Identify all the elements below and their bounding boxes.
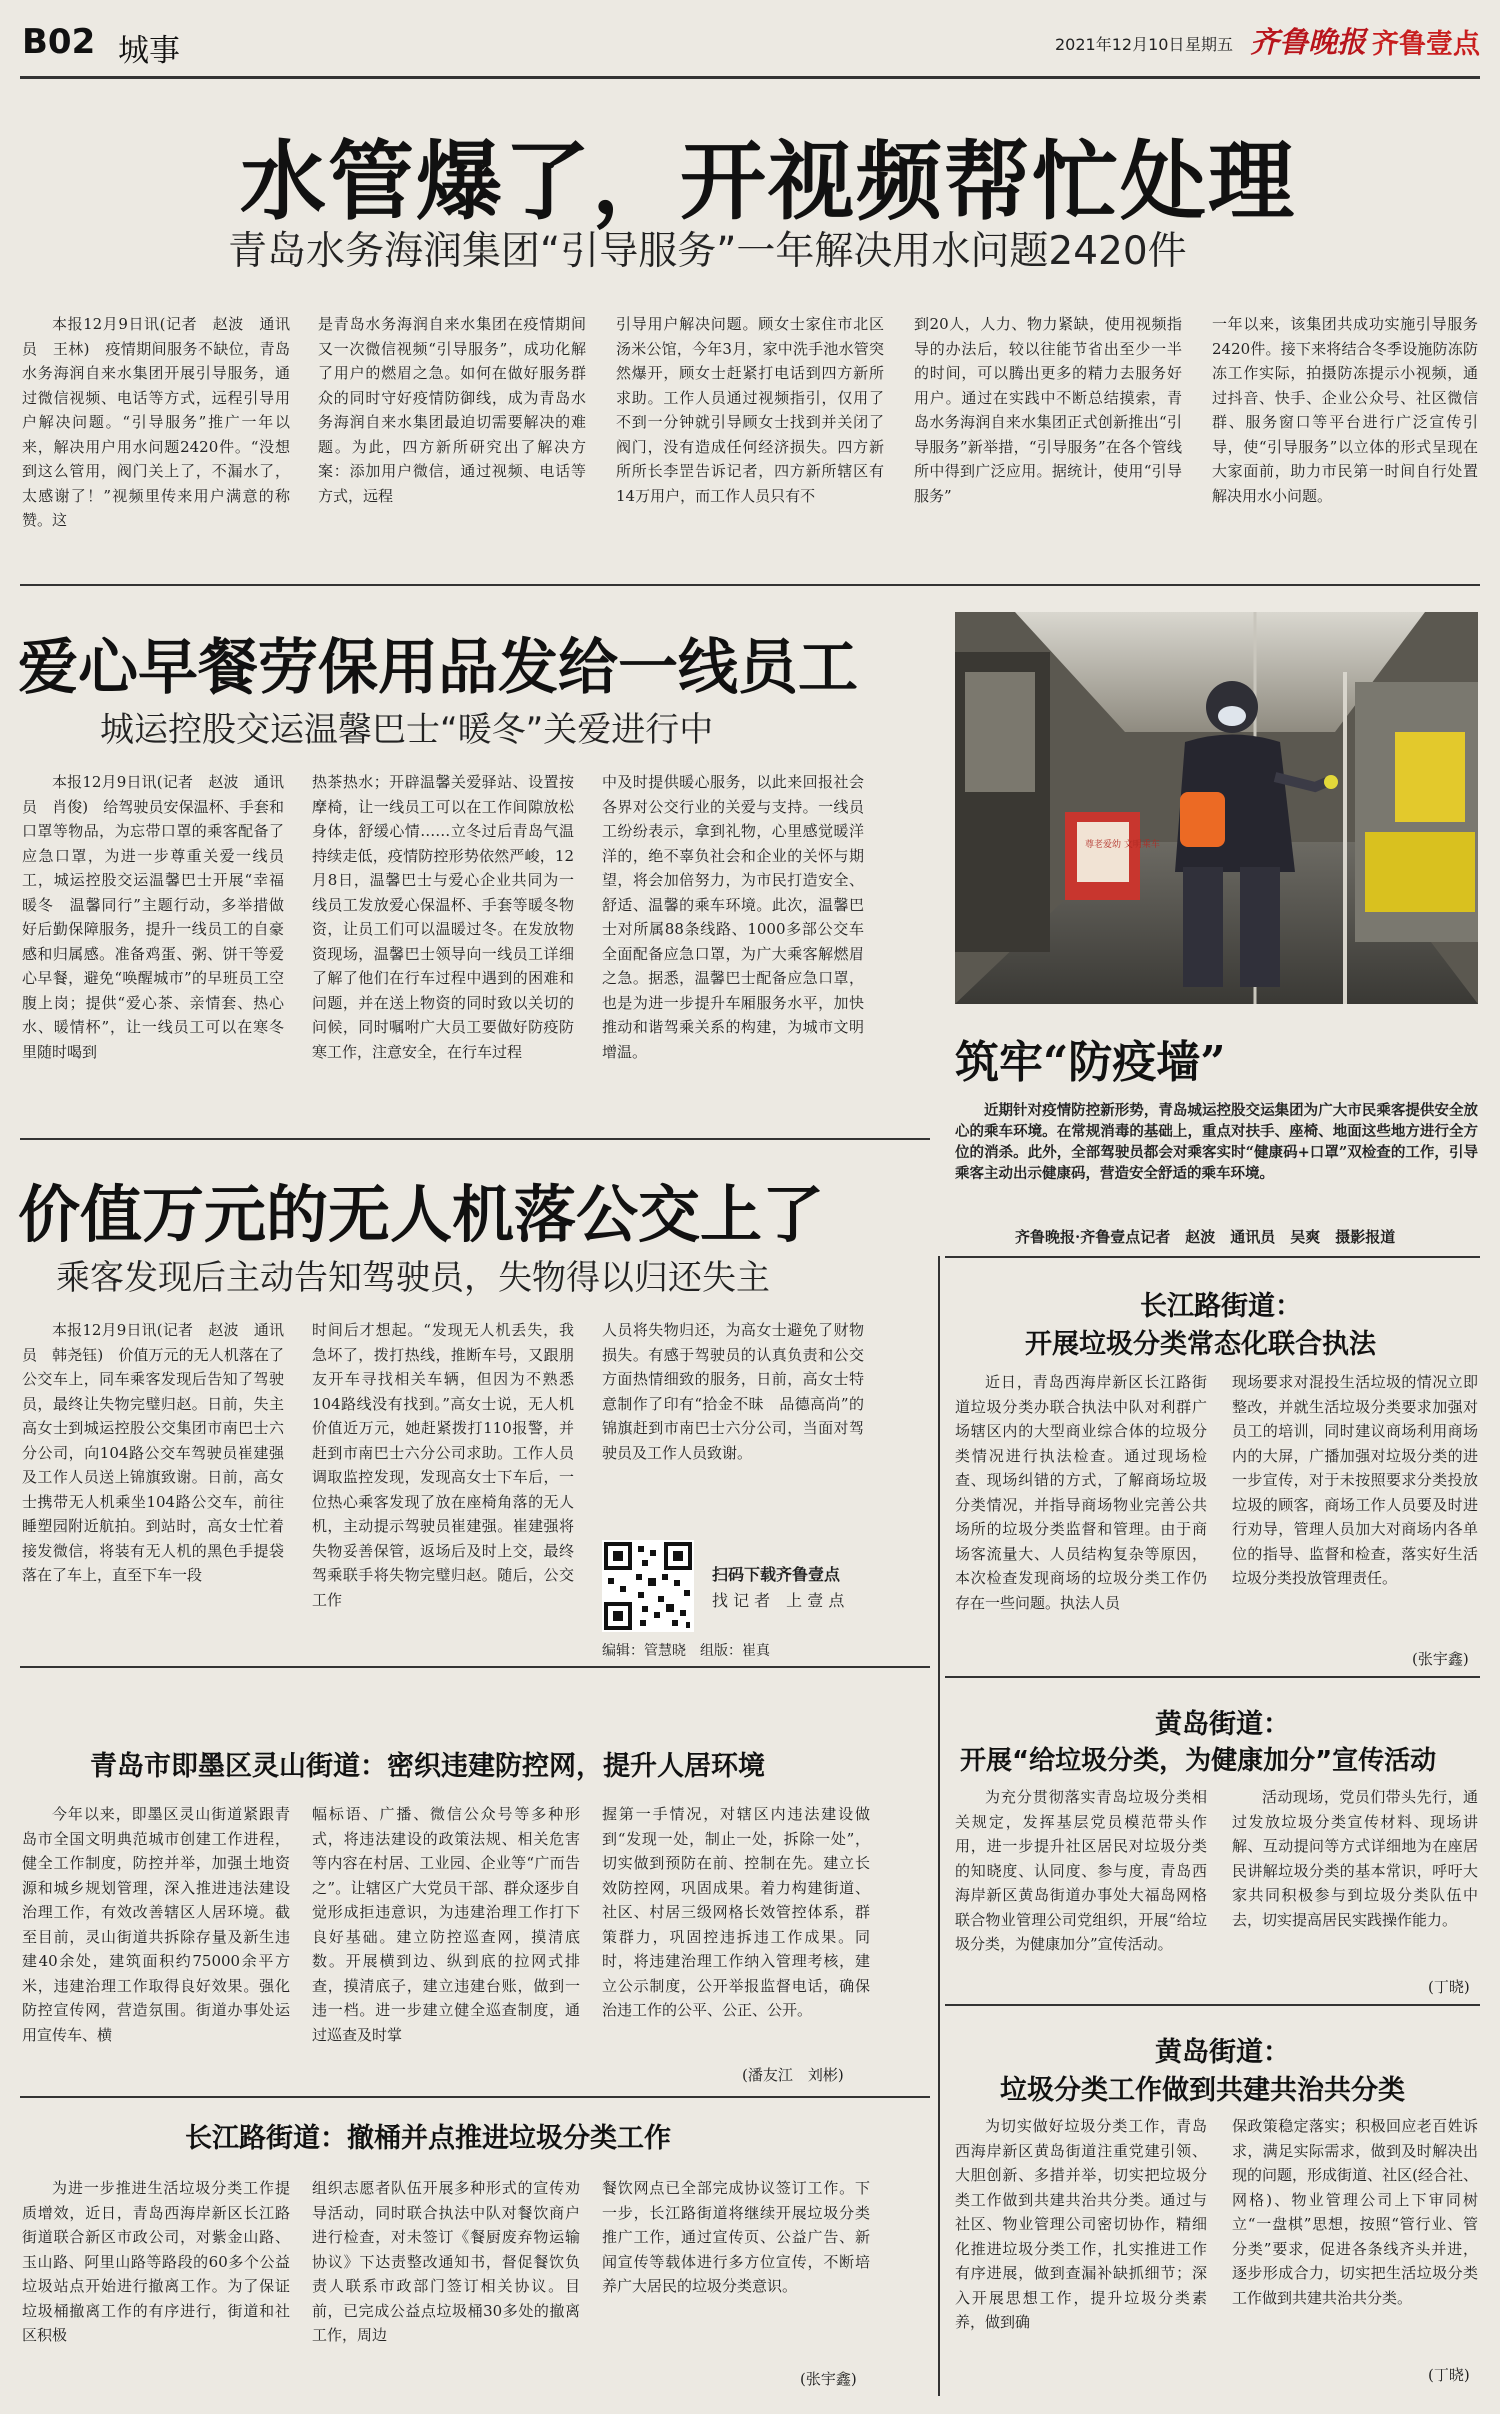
article4-col1: 今年以来，即墨区灵山街道紧跟青岛市全国文明典范城市创建工作进程，健全工作制度，防控并举，加强土地资源和城乡规划管理，深入推进违法建设治理工作，有效改善辖区人居环境。截至目前，灵山街道共拆除存量及新生违建40余处，建筑面积约75000余平方米，违建治理工作取得良好效果。强化防控宣传网，营造氛围。街道办事处运用宣传车、横 — [22, 1805, 290, 2044]
editor-credit: 编辑：管慧晓 组版：崔真 — [602, 1643, 770, 1659]
side2-title-1: 黄岛街道： — [1155, 1709, 1290, 1740]
side3-author: (丁晓) — [1428, 2366, 1470, 2384]
article2-col3: 中及时提供暖心服务，以此来回报社会各界对公交行业的关爱与支持。一线员工纷纷表示，拿到礼物，心里感觉暖洋洋的，绝不辜负社会和企业的关怀与期望，将会加倍努力，为市民打造安全、舒适、温馨的乘车环境。此次，温馨巴士对所属88条线路、1000多部公交车全面配备应急口罩，为广大乘客解燃眉之急。据悉，温馨巴士配备应急口罩，也是为进一步提升车厢服务水平，加快推动和谐驾乘关系的构建，为城市文明增温。 — [602, 773, 864, 1061]
article5-col1: 为进一步推进生活垃圾分类工作提质增效，近日，青岛西海岸新区长江路街道联合新区市政公司，对紫金山路、玉山路、阿里山路等路段的60多个公益垃圾站点开始进行撤离工作。为了保证垃圾桶撤离工作的有序进行，街道和社区积极 — [22, 2179, 290, 2344]
page-code: B02 — [22, 22, 96, 62]
app-logo: 齐鲁壹点 — [1372, 29, 1480, 60]
article1-title: 水管爆了，开视频帮忙处理 — [240, 131, 1296, 232]
article1-col4: 到20人，人力、物力紧缺，使用视频指导的办法后，较以往能节省出至少一半的时间，可以腾出更多的精力去服务好用户。通过在实践中不断总结摸索，青岛水务海润自来水集团正式创新推出“引导服务”新举措，“引导服务”在各个管线所中得到广泛应用。据统计，使用“引导服务” — [914, 315, 1182, 505]
divider-a3 — [20, 1666, 930, 1668]
divider-right-top — [945, 1256, 1480, 1258]
article1-subtitle: 青岛水务海润集团“引导服务”一年解决用水问题2420件 — [228, 229, 1187, 274]
side3-title-2: 垃圾分类工作做到共建共治共分类 — [1000, 2075, 1405, 2106]
qr-code-icon — [602, 1540, 694, 1632]
side2-col1: 为充分贯彻落实青岛垃圾分类相关规定，发挥基层党员模范带头作用，进一步提升社区居民对垃圾分类的知晓度、认同度、参与度，青岛西海岸新区黄岛街道办事处大福岛网格联合物业管理公司党组织，开展“给垃圾分类，为健康加分”宣传活动。 — [955, 1788, 1207, 1953]
article1-col1: 本报12月9日讯(记者 赵波 通讯员 王林) 疫情期间服务不缺位，青岛水务海润自来水集团开展引导服务，通过微信视频、电话等方式，远程引导用户解决问题。“引导服务”推广一年以来，解决用户用水问题2420件。“没想到这么管用，阀门关上了，不漏水了，太感谢了！”视频里传来用户满意的称赞。这 — [22, 315, 290, 529]
bus-interior-illustration — [955, 612, 1478, 1004]
side1-col1: 近日，青岛西海岸新区长江路街道垃圾分类办联合执法中队对利群广场辖区内的大型商业综合体的垃圾分类情况进行执法检查。通过现场检查、现场纠错的方式，了解商场垃圾分类情况，并指导商场物业完善公共场所的垃圾分类监督和管理。由于商场客流量大、人员结构复杂等原因，本次检查发现商场的垃圾分类工作仍存在一些问题。执法人员 — [955, 1373, 1207, 1612]
side1-title-2: 开展垃圾分类常态化联合执法 — [1025, 1329, 1376, 1360]
article3-subtitle: 乘客发现后主动告知驾驶员，失物得以归还失主 — [56, 1258, 770, 1298]
bus-disinfection-photo — [955, 612, 1478, 1004]
side1-author: (张宇鑫) — [1412, 1650, 1469, 1668]
article3-col3: 人员将失物归还，为高女士避免了财物损失。有感于驾驶员的认真负责和公交方面热情细致的服务，日前，高女士特意制作了印有“拾金不昧 品德高尚”的锦旗赶到市南巴士六分公司，当面对驾驶员及工作人员致谢。 — [602, 1321, 864, 1462]
article4-col3: 握第一手情况，对辖区内违法建设做到“发现一处，制止一处，拆除一处”，切实做到预防在前、控制在先。建立长效防控网，巩固成果。着力构建街道、社区、村居三级网格长效管控体系，群策群力，巩固控违拆违工作成果。同时，将违建治理工作纳入管理考核，建立公示制度，公开举报监督电话，确保治违工作的公平、公正、公开。 — [602, 1805, 870, 2019]
qr-line1: 扫码下载齐鲁壹点 — [712, 1565, 841, 1584]
article2-col1: 本报12月9日讯(记者 赵波 通讯员 肖俊) 给驾驶员安保温杯、手套和口罩等物品，为忘带口罩的乘客配备了应急口罩，为进一步尊重关爱一线员工，城运控股交运温馨巴士开展“幸福暖冬 温馨同行”主题行动，多举措做好后勤保障服务，提升一线员工的自豪感和归属感。准备鸡蛋、粥、饼干等爱心早餐，避免“唤醒城市”的早班员工空腹上岗；提供“爱心茶、亲情套、热心水、暖情杯”，让一线员工可以在寒冬里随时喝到 — [22, 773, 284, 1061]
divider-s2 — [945, 2004, 1480, 2006]
vertical-divider — [938, 1256, 940, 2396]
section-name: 城事 — [118, 33, 180, 69]
article1-col3: 引导用户解决问题。顾女士家住市北区汤米公馆，今年3月，家中洗手池水管突然爆开，顾女士赶紧打电话到四方新所求助。工作人员通过视频指引，仅用了不到一分钟就引导顾女士找到并关闭了阀门，没有造成任何经济损失。四方新所所长李罡告诉记者，四方新所辖区有14万用户，而工作人员只有不 — [616, 315, 884, 505]
issue-weekday: 星期五 — [1185, 35, 1234, 54]
photo-credit: 齐鲁晚报·齐鲁壹点记者 赵波 通讯员 吴爽 摄影报道 — [1015, 1228, 1396, 1246]
side2-author: (丁晓) — [1428, 1978, 1470, 1996]
article2-title: 爱心早餐劳保用品发给一线员工 — [18, 633, 858, 703]
divider-a4 — [20, 2096, 930, 2098]
article3-col1: 本报12月9日讯(记者 赵波 通讯员 韩尧钰) 价值万元的无人机落在了公交车上，同车乘客发现后告知了驾驶员，最终让失物完璧归赵。日前，失主高女士到城运控股公交集团市南巴士六分公司，向104路公交车驾驶员崔建强及工作人员送上锦旗致谢。日前，高女士携带无人机乘坐104路公交车，前往睡塑园附近航拍。到站时，高女士忙着接发微信，将装有无人机的黑色手提袋落在了车上，直至下车一段 — [22, 1321, 284, 1584]
side3-title-1: 黄岛街道： — [1155, 2037, 1290, 2068]
divider-a1 — [20, 584, 1480, 586]
article3-col2: 时间后才想起。“发现无人机丢失，我急坏了，拨打热线，推断车号，又跟朋友开车寻找相关车辆，但因为不熟悉104路线没有找到。”高女士说，无人机价值近万元，她赶紧拨打110报警，并赶到市南巴士六分公司求助。工作人员调取监控发现，发现高女士下车后，一位热心乘客发现了放在座椅角落的无人机，主动提示驾驶员崔建强。崔建强将失物妥善保管，返场后及时上交，最终驾乘联手将失物完璧归赵。随后，公交工作 — [312, 1321, 574, 1609]
newspaper-logo: 齐鲁晚报 — [1250, 25, 1367, 59]
side2-title-2: 开展“给垃圾分类，为健康加分”宣传活动 — [960, 1746, 1437, 1776]
issue-date: 2021年12月10日 — [1055, 35, 1185, 54]
side2-col2: 活动现场，党员们带头先行，通过发放垃圾分类宣传材料、现场讲解、互动提问等方式详细地为在座居民讲解垃圾分类的基本常识，呼吁大家共同积极参与到垃圾分类队伍中去，切实提高居民实践操作能力。 — [1232, 1788, 1478, 1929]
article3-title: 价值万元的无人机落公交上了 — [18, 1178, 825, 1251]
article5-author: (张宇鑫) — [800, 2370, 857, 2388]
article4-title: 青岛市即墨区灵山街道：密织违建防控网，提升人居环境 — [90, 1751, 765, 1782]
article5-title: 长江路街道：撤桶并点推进垃圾分类工作 — [185, 2123, 671, 2154]
article1-col5: 一年以来，该集团共成功实施引导服务2420件。接下来将结合冬季设施防冻防冻工作实际，拍摄防冻提示小视频，通过抖音、快手、企业公众号、社区微信群、服务窗口等平台进行广泛宣传引导，使“引导服务”以立体的形式呈现在大家面前，助力市民第一时间自行处置解决用水小问题。 — [1212, 315, 1478, 505]
article4-author: (潘友江 刘彬) — [742, 2066, 844, 2084]
qr-line2: 找 记 者 上 壹 点 — [712, 1591, 845, 1610]
divider-s1 — [945, 1676, 1480, 1678]
side3-col2: 保政策稳定落实；积极回应老百姓诉求，满足实际需求，做到及时解决出现的问题，形成街道、社区(经合社、网格)、物业管理公司上下审同树立“一盘棋”思想，按照“管行业、管分类”要求，促进各条线齐头并进，逐步形成合力，切实把生活垃圾分类工作做到共建共治共分类。 — [1232, 2117, 1478, 2307]
divider-a2 — [20, 1138, 930, 1140]
photo-caption: 近期针对疫情防控新形势，青岛城运控股交运集团为广大市民乘客提供安全放心的乘车环境。在常规消毒的基础上，重点对扶手、座椅、地面这些地方进行全方位的消杀。此外，全部驾驶员都会对乘客实时“健康码+口罩”双检查的工作，引导乘客主动出示健康码，营造安全舒适的乘车环境。 — [955, 1102, 1478, 1182]
photo-title: 筑牢“防疫墙” — [955, 1037, 1226, 1088]
article5-col2: 组织志愿者队伍开展多种形式的宣传劝导活动，同时联合执法中队对餐饮商户进行检查，对未签订《餐厨废弃物运输协议》下达责整改通知书，督促餐饮负责人联系市政部门签订相关协议。目前，已完成公益点垃圾桶30多处的撤离工作，周边 — [312, 2179, 580, 2344]
article1-col2: 是青岛水务海润自来水集团在疫情期间又一次微信视频“引导服务”，成功化解了用户的燃眉之急。如何在做好服务群众的同时守好疫情防御线，成为青岛水务海润自来水集团最迫切需要解决的难题。为此，四方新所研究出了解决方案：添加用户微信，通过视频、电话等方式，远程 — [318, 315, 586, 505]
masthead-rule — [20, 76, 1480, 79]
side3-col1: 为切实做好垃圾分类工作，青岛西海岸新区黄岛街道注重党建引领、大胆创新、多措并举，切实把垃圾分类工作做到共建共治共分类。通过与社区、物业管理公司密切协作，精细化推进垃圾分类工作，扎实推进工作有序进展，做到查漏补缺抓细节；深入开展思想工作，提升垃圾分类素养，做到确 — [955, 2117, 1207, 2331]
qr-code[interactable] — [602, 1540, 694, 1632]
side1-col2: 现场要求对混投生活垃圾的情况立即整改，并就生活垃圾分类要求加强对员工的培训，同时建议商场利用商场内的大屏，广播加强对垃圾分类的进一步宣传，对于未按照要求分类投放垃圾的顾客，商场工作人员要及时进行劝导，管理人员加大对商场内各单位的指导、监督和检查，落实好生活垃圾分类投放管理责任。 — [1232, 1373, 1478, 1587]
side1-title-1: 长江路街道： — [1140, 1291, 1302, 1322]
article4-col2: 幅标语、广播、微信公众号等多种形式，将违法建设的政策法规、相关危害等内容在村居、工业园、企业等“广而告之”。让辖区广大党员干部、群众逐步自觉形成拒违意识，为违建治理工作打下良好基础。建立防控巡查网，摸清底数。开展横到边、纵到底的拉网式排查，摸清底子，建立违建台账，做到一违一档。进一步建立健全巡查制度，通过巡查及时掌 — [312, 1805, 580, 2044]
article2-subtitle: 城运控股交运温馨巴士“暖冬”关爱进行中 — [100, 710, 714, 750]
bus-sign-text: 尊老爱幼 文明乘车 — [1085, 840, 1160, 850]
article2-col2: 热茶热水；开辟温馨关爱驿站、设置按摩椅，让一线员工可以在工作间隙放松身体，舒缓心情……立冬过后青岛气温持续走低，疫情防控形势依然严峻，12月8日，温馨巴士与爱心企业共同为一线员工发放爱心保温杯、手套等暖冬物资，让员工们可以温暖过冬。在发放物资现场，温馨巴士领导向一线员工详细了解了他们在行车过程中遇到的困难和问题，并在送上物资的同时致以关切的问候，同时嘱咐广大员工要做好防疫防寒工作，注意安全，在行车过程 — [312, 773, 574, 1061]
article5-col3: 餐饮网点已全部完成协议签订工作。下一步，长江路街道将继续开展垃圾分类推广工作，通过宣传页、公益广告、新闻宣传等载体进行多方位宣传，不断培养广大居民的垃圾分类意识。 — [602, 2179, 870, 2295]
